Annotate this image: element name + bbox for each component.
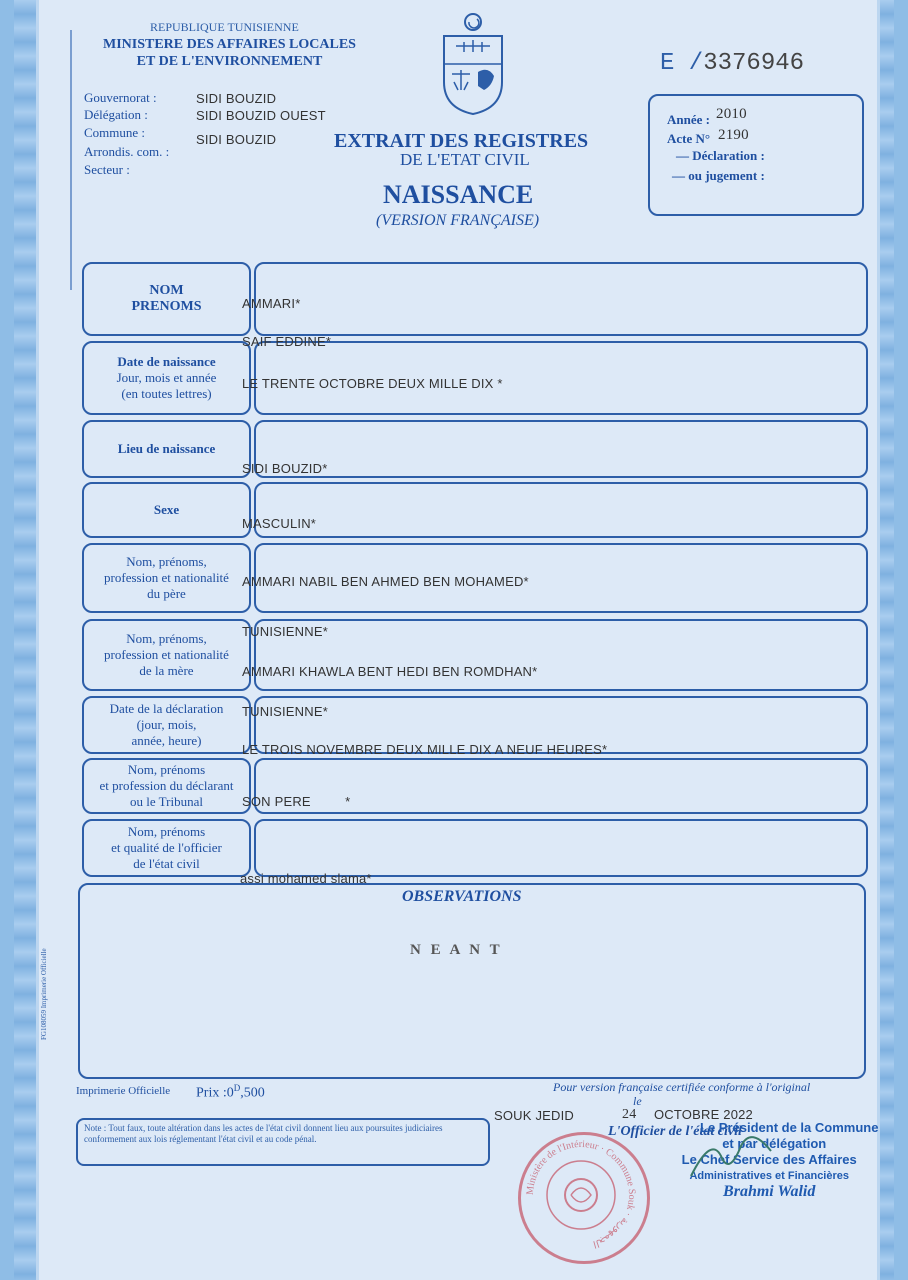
decl-label-line-2: (jour, mois, (136, 717, 197, 732)
pere-label-line-2: profession et nationalité (104, 570, 229, 585)
declarant-label-line-3: ou le Tribunal (130, 794, 203, 809)
declaration-value: LE TROIS NOVEMBRE DEUX MILLE DIX A NEUF HEURES* (242, 742, 608, 757)
arrondissement-label: Arrondis. com. : (84, 144, 170, 159)
handwritten-signature (686, 1126, 776, 1186)
officier-label (82, 819, 251, 877)
declarant-label (82, 758, 251, 814)
serial-number (660, 50, 804, 77)
cachet-line-4: Administratives et Financières (689, 1170, 849, 1182)
pere-nationality: TUNISIENNE* (242, 624, 328, 639)
ministry-name (92, 36, 367, 70)
pere-label-line-3: du père (147, 586, 186, 601)
annee-value: 2010 (716, 106, 747, 122)
cachet-line-2: et par délégation (722, 1136, 827, 1151)
serial-prefix: E / (660, 50, 704, 77)
act-type-title: NAISSANCE (383, 180, 534, 209)
lieu-value: SIDI BOUZID* (242, 461, 328, 476)
jugement-label: — ou jugement : (672, 168, 765, 183)
ministry-line-1: MINISTERE DES AFFAIRES LOCALES (103, 37, 356, 52)
certification-text: Pour version française certifiée conforme à l'original (553, 1080, 811, 1094)
observations-value: N E A N T (410, 942, 503, 958)
ministry-line-2: ET DE L'ENVIRONNEMENT (136, 54, 323, 69)
price-label: Prix :0 (196, 1085, 234, 1101)
cachet-line-3: Le Chef Service des Affaires (681, 1152, 857, 1167)
nom-value-box (254, 262, 868, 336)
declarant-label-line-1: Nom, prénoms (127, 762, 206, 777)
officier-label-line-1: Nom, prénoms (127, 824, 206, 839)
sexe-value: MASCULIN* (242, 516, 317, 531)
observations-box (78, 883, 866, 1079)
decl-label-line-3: année, heure) (131, 733, 202, 748)
commune-value: SIDI BOUZID (196, 132, 277, 147)
mere-label-line-3: de la mère (139, 663, 194, 678)
decl-label-line-1: Date de la déclaration (109, 701, 224, 716)
acte-number-label: Acte N° (667, 131, 711, 146)
date-month-year: OCTOBRE 2022 (654, 1107, 753, 1122)
sexe-label: Sexe (82, 482, 251, 538)
official-stamp (518, 1132, 650, 1264)
cachet-signatory: Brahmi Walid (723, 1183, 816, 1200)
date-naissance-label (82, 341, 251, 415)
gouvernorat-label: Gouvernorat : (84, 90, 157, 105)
svg-text:Ministère de l'Intérieur · Com (525, 1139, 637, 1249)
document-subtitle: DE L'ETAT CIVIL (400, 150, 530, 169)
dob-value: LE TRENTE OCTOBRE DEUX MILLE DIX * (242, 376, 503, 391)
lieu-value-box (254, 420, 868, 478)
observations-title: OBSERVATIONS (402, 888, 522, 905)
annee-label: Année : (667, 112, 710, 127)
margin-line (70, 30, 72, 290)
price (196, 1083, 265, 1102)
acte-number-value: 2190 (718, 127, 749, 143)
mere-label-line-1: Nom, prénoms, (126, 631, 207, 646)
legal-note: Note : Tout faux, toute altération dans les actes de l'état civil donnent lieu aux poursuites judiciaires conformement aux lois réglementant l'état civil et au code pénal. (76, 1118, 490, 1166)
prenoms-label: PRENOMS (131, 299, 202, 314)
mere-value: AMMARI KHAWLA BENT HEDI BEN ROMDHAN* (242, 664, 538, 679)
document-title: EXTRAIT DES REGISTRES (334, 130, 589, 152)
side-print-code: FG108059 Imprimerie Officielle (40, 948, 48, 1040)
serial-value: 3376946 (703, 50, 805, 77)
tunisia-emblem-icon (440, 12, 506, 116)
lieu-naissance-label: Lieu de naissance (82, 420, 251, 478)
pere-value: AMMARI NABIL BEN AHMED BEN MOHAMED* (242, 574, 529, 589)
prenom-value: SAIF EDDINE* (242, 334, 332, 349)
declaration-label: — Déclaration : (676, 148, 765, 163)
mere-label-line-2: profession et nationalité (104, 647, 229, 662)
price-millimes: ,500 (240, 1085, 265, 1101)
nom-prenoms-label (82, 262, 251, 336)
sexe-value-box (254, 482, 868, 538)
officier-title: L'Officier de l'état civil (608, 1124, 742, 1139)
stamp-text: Ministère de l'Intérieur · Commune Souk · الجمهورية (524, 1138, 638, 1250)
mere-label (82, 619, 251, 691)
dob-label-line-1: Date de naissance (117, 354, 216, 369)
officier-value: assi mohamed slama* (240, 871, 372, 886)
mere-nationality: TUNISIENNE* (242, 704, 328, 719)
pere-label (82, 543, 251, 613)
dob-label-line-2: Jour, mois et année (116, 370, 217, 385)
nom-label: NOM (149, 283, 184, 298)
officier-label-line-2: et qualité de l'officier (111, 840, 222, 855)
republic-label: REPUBLIQUE TUNISIENNE (150, 20, 299, 34)
delegation-value: SIDI BOUZID OUEST (196, 108, 326, 123)
secteur-label: Secteur : (84, 162, 130, 177)
delegation-label: Délégation : (84, 107, 148, 122)
price-dinar: D (233, 1083, 241, 1093)
officier-label-line-3: de l'état civil (133, 856, 200, 871)
cachet-line-1: Le Président de la Commune (700, 1120, 879, 1135)
dob-label-line-3: (en toutes lettres) (121, 386, 212, 401)
commune-label: Commune : (84, 125, 146, 140)
date-day: 24 (622, 1107, 637, 1122)
date-le-label: le (633, 1094, 642, 1108)
nom-value: AMMARI* (242, 296, 301, 311)
declaration-date-label (82, 696, 251, 754)
officier-value-box (254, 819, 868, 877)
gouvernorat-value: SIDI BOUZID (196, 91, 277, 106)
pere-label-line-1: Nom, prénoms, (126, 554, 207, 569)
imprimerie-label: Imprimerie Officielle (76, 1085, 171, 1097)
declarant-value: SON PERE * (242, 794, 351, 809)
declarant-label-line-2: et profession du déclarant (99, 778, 234, 793)
mere-value-box (254, 619, 868, 691)
place-value: SOUK JEDID (494, 1108, 575, 1123)
version-label: (VERSION FRANÇAISE) (376, 212, 540, 229)
